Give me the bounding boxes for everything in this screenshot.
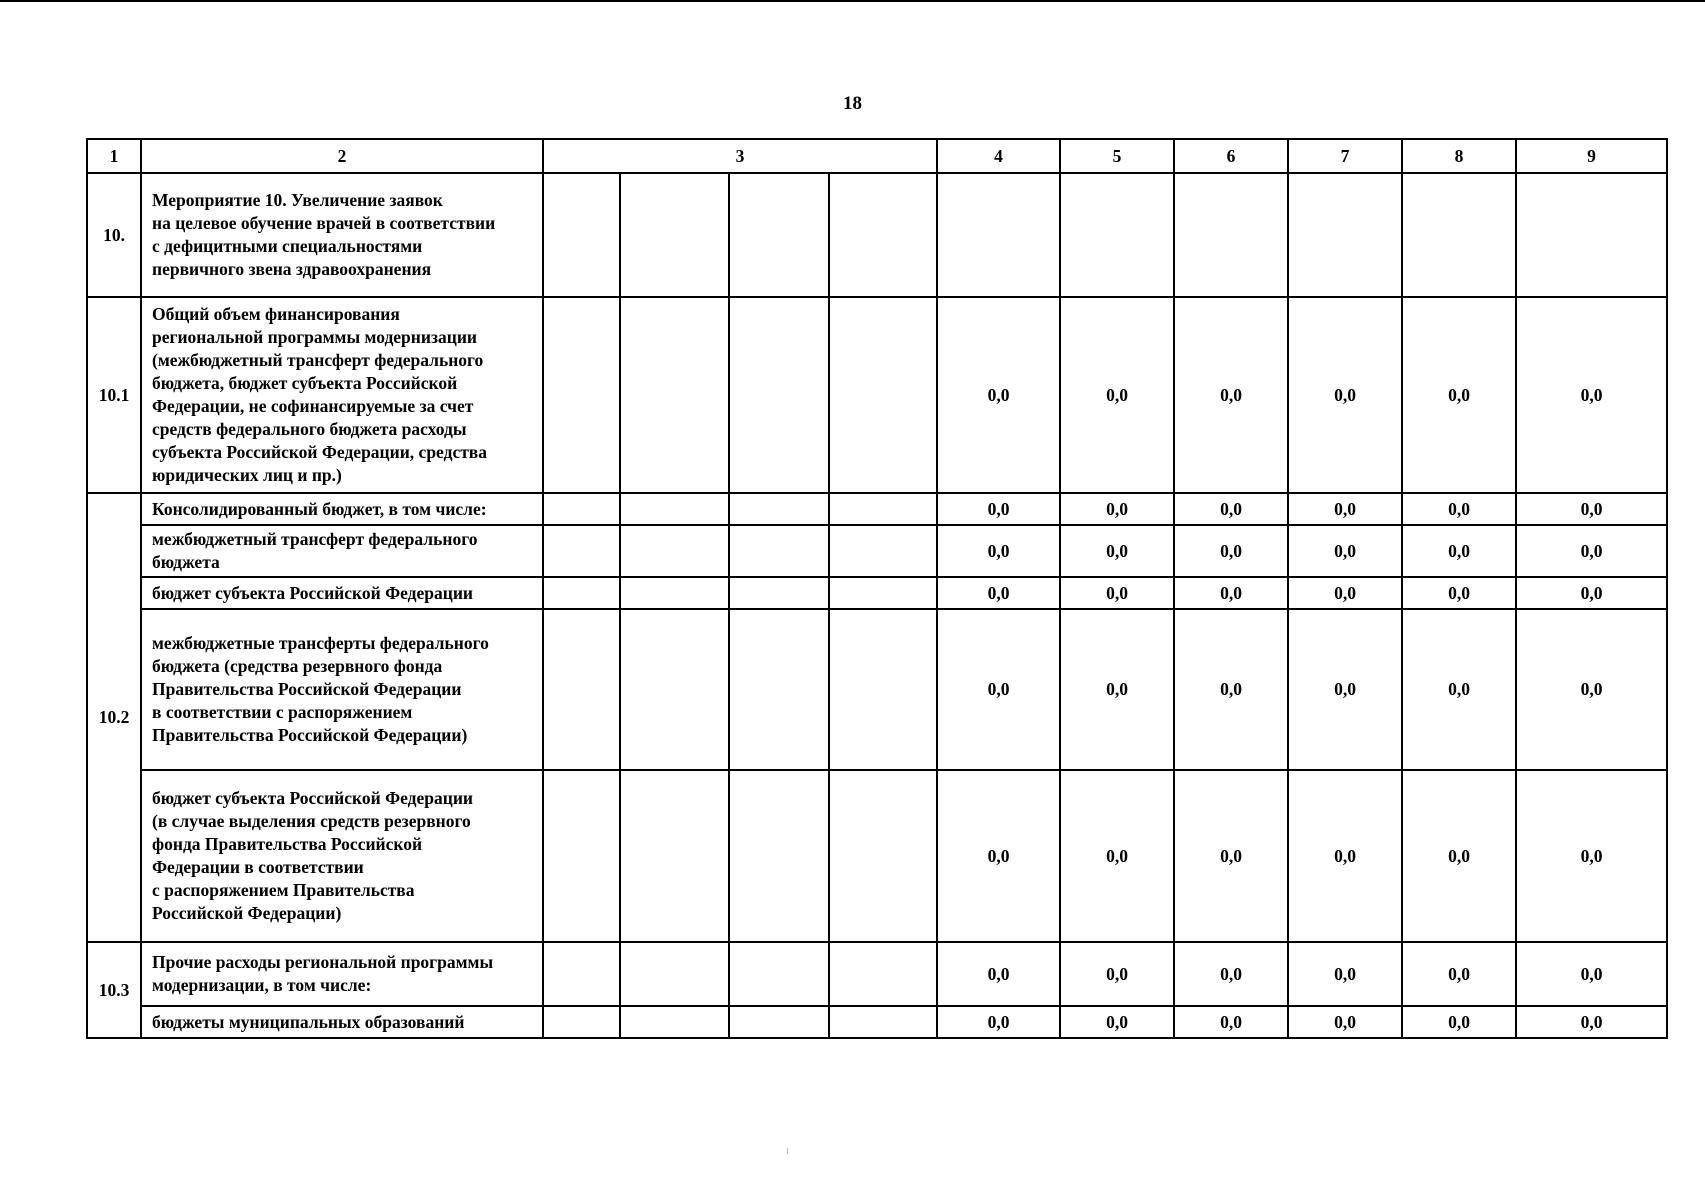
- value-cell: 0,0: [1516, 609, 1667, 770]
- header-cell: 1: [87, 139, 141, 173]
- empty-cell: [543, 173, 620, 297]
- empty-cell: [829, 1006, 937, 1038]
- row-description: Общий объем финансирования региональной программы модернизации (межбюджетный трансферт федерального бюджета, бюджет субъекта Российской Федерации, не софинансируемые за счет средств федерального бюджета расходы субъекта Российской Федерации, средства юридических лиц и пр.): [141, 297, 543, 493]
- empty-cell: [829, 173, 937, 297]
- value-cell: 0,0: [1516, 1006, 1667, 1038]
- empty-cell: [620, 297, 729, 493]
- value-cell: 0,0: [1402, 770, 1516, 942]
- value-cell: 0,0: [1288, 577, 1402, 609]
- value-cell: 0,0: [1174, 1006, 1288, 1038]
- table-row: [87, 525, 1667, 577]
- empty-cell: [729, 609, 829, 770]
- value-cell: 0,0: [1174, 297, 1288, 493]
- empty-cell: [620, 525, 729, 577]
- empty-cell: [620, 942, 729, 1006]
- row-description: межбюджетный трансферт федерального бюджета: [141, 525, 543, 577]
- header-cell: 6: [1174, 139, 1288, 173]
- value-cell: 0,0: [1288, 770, 1402, 942]
- empty-cell: [543, 525, 620, 577]
- value-cell: 0,0: [1060, 770, 1174, 942]
- value-cell: 0,0: [1402, 493, 1516, 525]
- value-cell: 0,0: [1516, 525, 1667, 577]
- value-cell: 0,0: [937, 942, 1060, 1006]
- empty-cell: [543, 770, 620, 942]
- value-cell: 0,0: [1288, 525, 1402, 577]
- row-description: бюджет субъекта Российской Федерации: [141, 577, 543, 609]
- empty-cell: [729, 525, 829, 577]
- table-row: [87, 609, 1667, 770]
- top-border-line: [0, 0, 1705, 2]
- row-number: 10.: [87, 173, 141, 297]
- header-cell: 7: [1288, 139, 1402, 173]
- header-cell: 2: [141, 139, 543, 173]
- empty-cell: [829, 577, 937, 609]
- empty-cell: [829, 770, 937, 942]
- empty-cell: [729, 1006, 829, 1038]
- header-cell: 3: [543, 139, 937, 173]
- row-number: 10.1: [87, 297, 141, 493]
- value-cell: [937, 173, 1060, 297]
- value-cell: 0,0: [937, 1006, 1060, 1038]
- financing-table: [86, 138, 1668, 1039]
- value-cell: 0,0: [1516, 942, 1667, 1006]
- empty-cell: [620, 173, 729, 297]
- row-description: Мероприятие 10. Увеличение заявок на целевое обучение врачей в соответствии с дефицитными специальностями первичного звена здравоохранения: [141, 173, 543, 297]
- empty-cell: [729, 297, 829, 493]
- empty-cell: [729, 493, 829, 525]
- empty-cell: [829, 609, 937, 770]
- empty-cell: [543, 942, 620, 1006]
- empty-cell: [729, 770, 829, 942]
- empty-cell: [829, 942, 937, 1006]
- value-cell: 0,0: [1288, 493, 1402, 525]
- table-row: [87, 297, 1667, 493]
- row-number: 10.3: [87, 942, 141, 1038]
- value-cell: 0,0: [1060, 577, 1174, 609]
- table-row: [87, 577, 1667, 609]
- value-cell: 0,0: [1402, 577, 1516, 609]
- value-cell: 0,0: [1174, 577, 1288, 609]
- row-description: Консолидированный бюджет, в том числе:: [141, 493, 543, 525]
- value-cell: 0,0: [1516, 297, 1667, 493]
- table-row: [87, 493, 1667, 525]
- row-description: Прочие расходы региональной программы модернизации, в том числе:: [141, 942, 543, 1006]
- value-cell: 0,0: [1402, 1006, 1516, 1038]
- value-cell: 0,0: [937, 297, 1060, 493]
- table-row: [87, 1006, 1667, 1038]
- value-cell: 0,0: [1516, 493, 1667, 525]
- empty-cell: [620, 770, 729, 942]
- empty-cell: [620, 493, 729, 525]
- value-cell: 0,0: [1174, 770, 1288, 942]
- value-cell: 0,0: [1174, 493, 1288, 525]
- row-description: бюджет субъекта Российской Федерации (в случае выделения средств резервного фонда Правительства Российской Федерации в соответствии с распоряжением Правительства Российской Федерации): [141, 770, 543, 942]
- table-header-row: [87, 139, 1667, 173]
- value-cell: [1288, 173, 1402, 297]
- value-cell: 0,0: [937, 525, 1060, 577]
- empty-cell: [829, 525, 937, 577]
- value-cell: 0,0: [937, 609, 1060, 770]
- empty-cell: [729, 942, 829, 1006]
- empty-cell: [729, 577, 829, 609]
- value-cell: 0,0: [1288, 297, 1402, 493]
- table-row: [87, 942, 1667, 1006]
- empty-cell: [543, 609, 620, 770]
- value-cell: [1402, 173, 1516, 297]
- value-cell: 0,0: [1402, 297, 1516, 493]
- empty-cell: [543, 297, 620, 493]
- value-cell: 0,0: [1402, 609, 1516, 770]
- header-cell: 4: [937, 139, 1060, 173]
- value-cell: [1174, 173, 1288, 297]
- row-description: бюджеты муниципальных образований: [141, 1006, 543, 1038]
- empty-cell: [543, 1006, 620, 1038]
- row-number: 10.2: [87, 493, 141, 942]
- value-cell: 0,0: [1174, 609, 1288, 770]
- empty-cell: [829, 297, 937, 493]
- value-cell: 0,0: [1060, 297, 1174, 493]
- value-cell: 0,0: [1516, 770, 1667, 942]
- value-cell: 0,0: [1516, 577, 1667, 609]
- value-cell: 0,0: [937, 493, 1060, 525]
- value-cell: 0,0: [1174, 525, 1288, 577]
- value-cell: [1060, 173, 1174, 297]
- value-cell: 0,0: [1060, 525, 1174, 577]
- value-cell: 0,0: [937, 577, 1060, 609]
- header-cell: 5: [1060, 139, 1174, 173]
- empty-cell: [620, 1006, 729, 1038]
- header-cell: 9: [1516, 139, 1667, 173]
- value-cell: 0,0: [1174, 942, 1288, 1006]
- value-cell: [1516, 173, 1667, 297]
- scan-mark: [787, 1148, 788, 1154]
- header-cell: 8: [1402, 139, 1516, 173]
- table-row: [87, 770, 1667, 942]
- value-cell: 0,0: [1402, 942, 1516, 1006]
- value-cell: 0,0: [1060, 1006, 1174, 1038]
- value-cell: 0,0: [1402, 525, 1516, 577]
- table-row: [87, 173, 1667, 297]
- value-cell: 0,0: [1060, 493, 1174, 525]
- empty-cell: [620, 609, 729, 770]
- value-cell: 0,0: [1060, 609, 1174, 770]
- row-description: межбюджетные трансферты федерального бюджета (средства резервного фонда Правительства Российской Федерации в соответствии с распоряжением Правительства Российской Федерации): [141, 609, 543, 770]
- value-cell: 0,0: [1288, 609, 1402, 770]
- page-number: 18: [843, 93, 862, 114]
- empty-cell: [543, 577, 620, 609]
- empty-cell: [620, 577, 729, 609]
- value-cell: 0,0: [1288, 1006, 1402, 1038]
- empty-cell: [729, 173, 829, 297]
- value-cell: 0,0: [937, 770, 1060, 942]
- value-cell: 0,0: [1288, 942, 1402, 1006]
- value-cell: 0,0: [1060, 942, 1174, 1006]
- empty-cell: [829, 493, 937, 525]
- empty-cell: [543, 493, 620, 525]
